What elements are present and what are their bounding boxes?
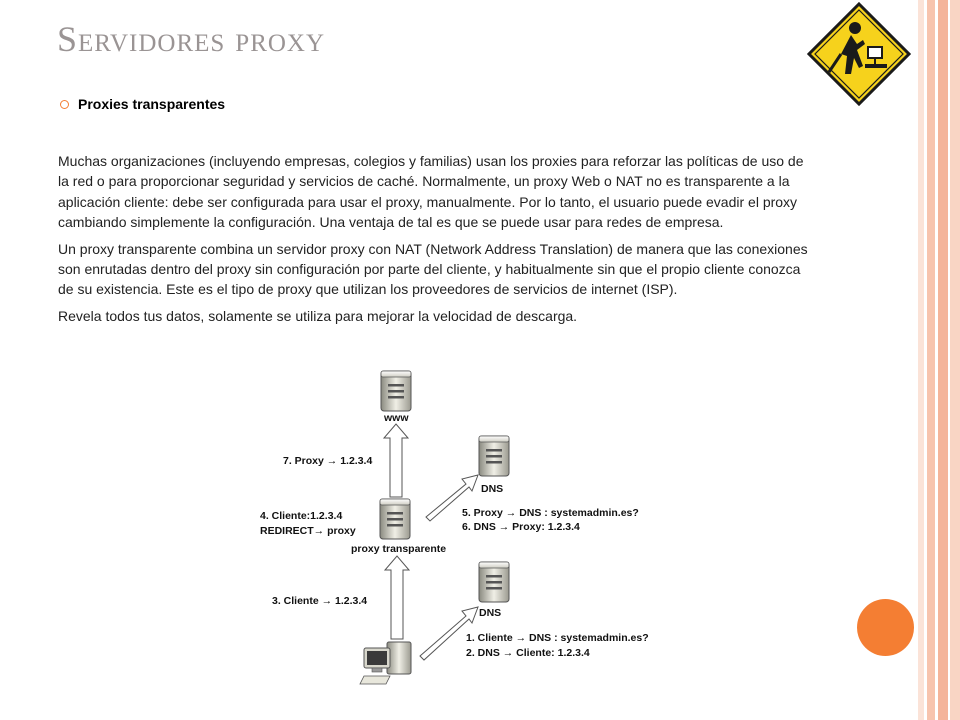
paragraph-2: Un proxy transparente combina un servidor proxy con NAT (Network Address Translation) de manera que las conexiones son enrutadas dentro del proxy sin configuración por parte del cliente, y habitualmente sin que el propio cliente conozca de su existencia. Este es el tipo de proxy que utilizan los proveedores de servicios de internet (ISP). bbox=[58, 240, 808, 298]
arrow-client-to-proxy bbox=[385, 556, 409, 639]
client-computer-icon bbox=[360, 642, 411, 684]
step-4a-label: 4. Cliente:1.2.3.4 bbox=[260, 510, 343, 522]
dns-top-label: DNS bbox=[481, 483, 504, 495]
www-server-icon bbox=[381, 371, 411, 411]
proxy-diagram bbox=[240, 364, 680, 714]
step-6-label: 6. DNS → Proxy: 1.2.3.4 bbox=[462, 521, 580, 533]
body-text bbox=[58, 151, 818, 332]
dns-server-top-icon bbox=[479, 436, 509, 476]
decorative-stripes bbox=[918, 0, 960, 720]
step-3-label: 3. Cliente → 1.2.3.4 bbox=[272, 595, 368, 607]
circle-bullet-icon bbox=[60, 100, 69, 109]
arrow-proxy-to-www bbox=[384, 424, 408, 497]
step-4b-label: REDIRECT→ proxy bbox=[260, 525, 356, 537]
www-label: www bbox=[384, 412, 409, 424]
paragraph-1: Muchas organizaciones (incluyendo empresas, colegios y familias) usan los proxies para reforzar las políticas de uso de la red o para proporcionar seguridad y servicios de caché. Normalmente, un proxy Web o NAT no es transparente a la aplicación cliente: debe ser configurada para usar el proxy, manualmente. Por lo tanto, el usuario puede evadir el proxy cambiando simplemente la configuración. Una ventaja de tal es que se puede usar para redes de empresa. bbox=[58, 153, 804, 231]
decorative-circle bbox=[857, 599, 914, 656]
slide-title: Servidores proxy bbox=[57, 19, 326, 59]
dns-server-bottom-icon bbox=[479, 562, 509, 602]
construction-worker-sign-icon bbox=[807, 2, 911, 106]
dns-bottom-label: DNS bbox=[479, 607, 502, 619]
paragraph-3: Revela todos tus datos, solamente se utiliza para mejorar la velocidad de descarga. bbox=[58, 307, 578, 324]
bullet-heading: Proxies transparentes bbox=[78, 96, 226, 112]
bullet-item bbox=[60, 96, 225, 112]
proxy-server-icon bbox=[380, 499, 410, 539]
step-5-label: 5. Proxy → DNS : systemadmin.es? bbox=[462, 507, 639, 519]
step-1-label: 1. Cliente → DNS : systemadmin.es? bbox=[466, 632, 649, 644]
step-7-label: 7. Proxy → 1.2.3.4 bbox=[283, 455, 373, 467]
step-2-label: 2. DNS → Cliente: 1.2.3.4 bbox=[466, 647, 590, 659]
proxy-label: proxy transparente bbox=[351, 543, 447, 555]
